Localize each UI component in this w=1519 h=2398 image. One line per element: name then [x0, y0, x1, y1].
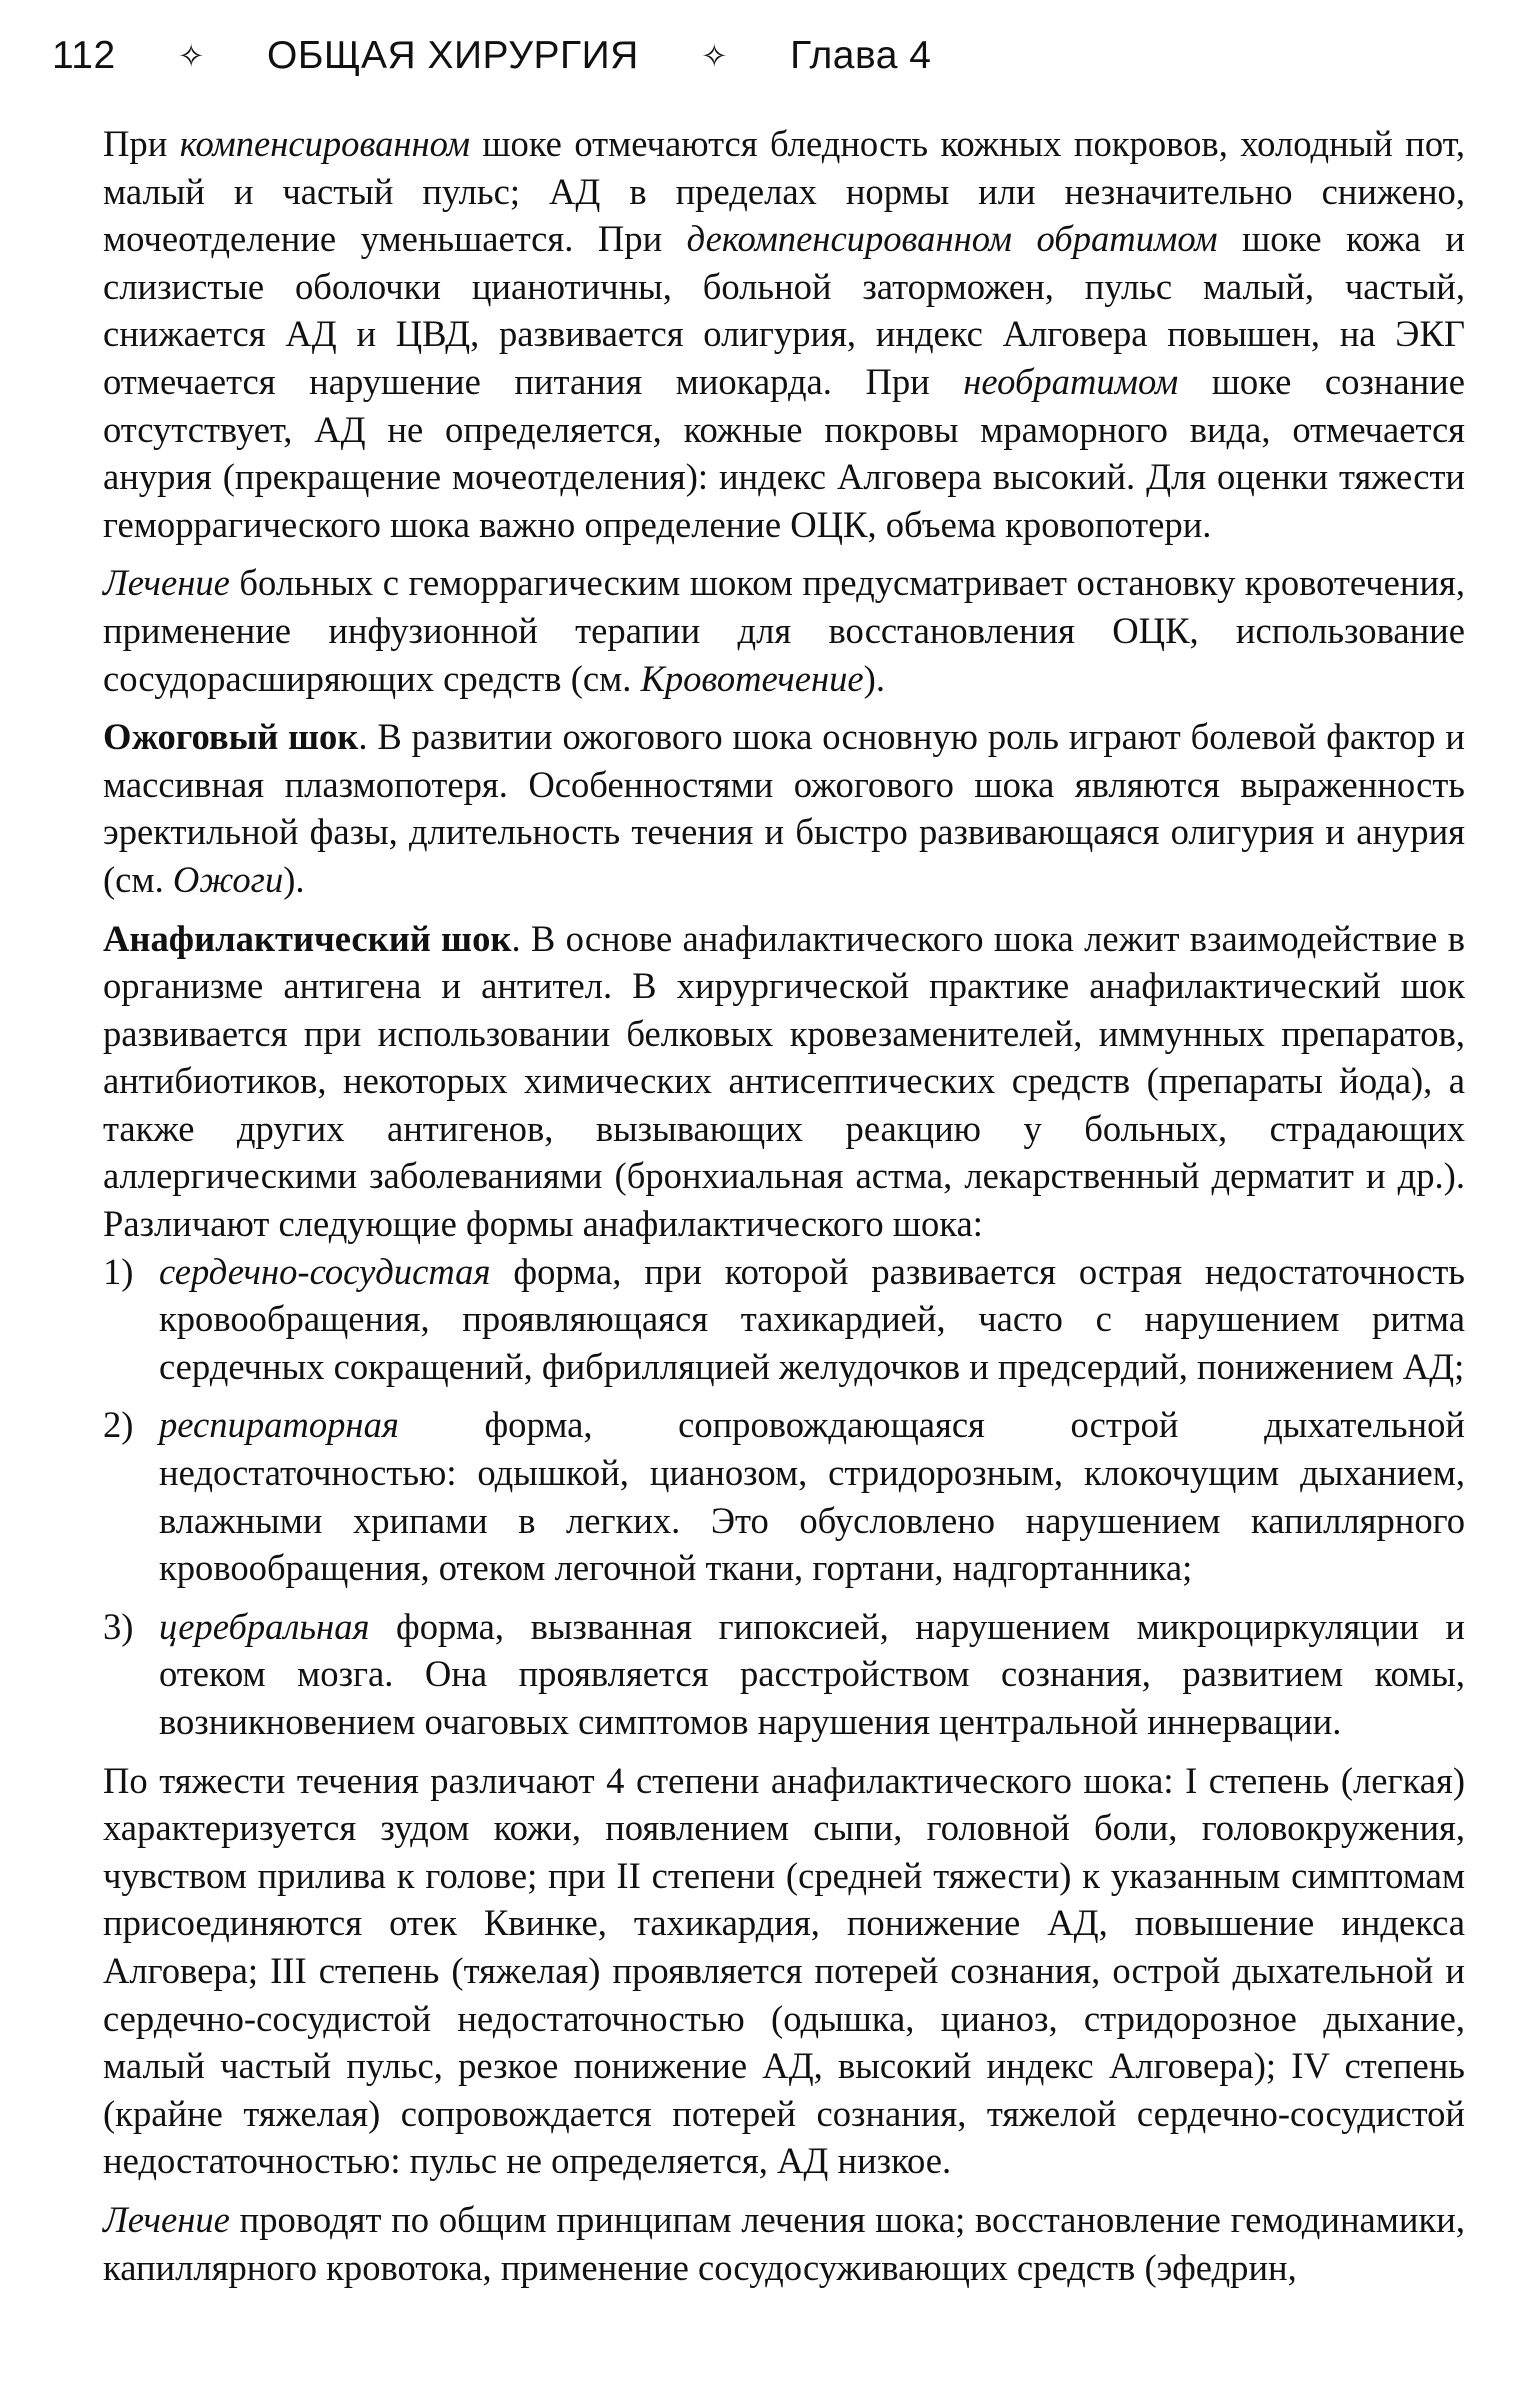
list-item: 3) церебральная форма, вызванная гипоксией, нарушением микроциркуляции и отеком мозга. Она проявляется расстройством сознания, развитием комы, возникновением очаговых симптомов нарушения центральной иннервации.	[103, 1605, 1465, 1742]
chapter-label: Глава 4	[790, 34, 932, 77]
paragraph-burn-shock: Ожоговый шок. В развитии ожогового шока основную роль играют болевой фактор и массивная плазмопотеря. Особенностями ожогового шока являются выраженность эректильной фазы, длительность течения и быстро развивающаяся олигурия и анурия (см. Ожоги).	[103, 716, 1466, 900]
page-number: 112	[52, 34, 116, 77]
paragraph-anaphylactic-treatment: Лечение проводят по общим принципам лечения шока; восстановление гемодинамики, капиллярного кровотока, применение сосудосуживающих средств (эфедрин,	[103, 2198, 1465, 2288]
term-anaphylactic-shock: Анафилактический шок	[103, 917, 512, 959]
list-item: 1) сердечно-сосудистая форма, при которой развивается острая недостаточность кровообращения, проявляющаяся тахикардией, часто с нарушением ритма сердечных сокращений, фибрилляцией желудочков и предсердий, понижением АД;	[103, 1250, 1465, 1387]
list-item: 2) респираторная форма, сопровождающаяся острой дыхательной недостаточностью: одышкой, цианозом, стридорозным, клокочущим дыханием, влажными хрипами в легких. Это обусловлено нарушением капиллярного кровообращения, отеком легочной ткани, гортани, надгортанника;	[103, 1404, 1465, 1589]
diamond-ornament-icon: ✧	[700, 38, 729, 74]
paragraph-hemorrhagic-treatment: Лечение больных с геморрагическим шоком предусматривает остановку кровотечения, применение инфузионной терапии для восстановления ОЦК, использование сосудорасширяющих средств (см. Кровотечение).	[103, 562, 1465, 699]
term-burn-shock: Ожоговый шок	[103, 716, 359, 758]
main-text	[103, 120, 1465, 2291]
shock-forms-list	[103, 1248, 1465, 1746]
paragraph-compensated-shock: При компенсированном шоке отмечаются бледность кожных покровов, холодный пот, малый и частый пульс; АД в пределах нормы или незначительно снижено, мочеотделение уменьшается. При декомпенсированном обратимом шоке кожа и слизистые оболочки цианотичны, больной заторможен, пульс малый, частый, снижается АД и ЦВД, развивается олигурия, индекс Алговера повышен, на ЭКГ отмечается нарушение питания миокарда. При необратимом шоке сознание отсутствует, АД не определяется, кожные покровы мраморного вида, отмечается анурия (прекращение мочеотделения): индекс Алговера высокий. Для оценки тяжести геморрагического шока важно определение ОЦК, объема кровопотери.	[103, 123, 1465, 545]
paragraph-severity-degrees: По тяжести течения различают 4 степени анафилактического шока: I степень (легкая) характеризуется зудом кожи, появлением сыпи, головной боли, головокружения, чувством прилива к голове; при II степени (средней тяжести) к указанным симптомам присоединяются отек Квинке, тахикардия, понижение АД, повышение индекса Алговера; III степень (тяжелая) проявляется потерей сознания, острой дыхательной и сердечно-сосудистой недостаточностью (одышка, цианоз, стридорозное дыхание, малый частый пульс, резкое понижение АД, высокий индекс Алговера); IV степень (крайне тяжелая) сопровождается потерей сознания, тяжелой сердечно-сосудистой недостаточностью: пульс не определяется, АД низкое.	[103, 1759, 1465, 2182]
paragraph-anaphylactic-shock: Анафилактический шок. В основе анафилактического шока лежит взаимодействие в организме антигена и антител. В хирургической практике анафилактический шок развивается при использовании белковых кровезаменителей, иммунных препаратов, антибиотиков, некоторых химических антисептических средств (препараты йода), а также других антигенов, вызывающих реакцию у больных, страдающих аллергическими заболеваниями (бронхиальная астма, лекарственный дерматит и др.). Различают следующие формы анафилактического шока:	[103, 917, 1465, 1245]
book-title: ОБЩАЯ ХИРУРГИЯ	[267, 34, 639, 77]
diamond-ornament-icon: ✧	[177, 38, 205, 74]
running-head	[52, 26, 932, 86]
